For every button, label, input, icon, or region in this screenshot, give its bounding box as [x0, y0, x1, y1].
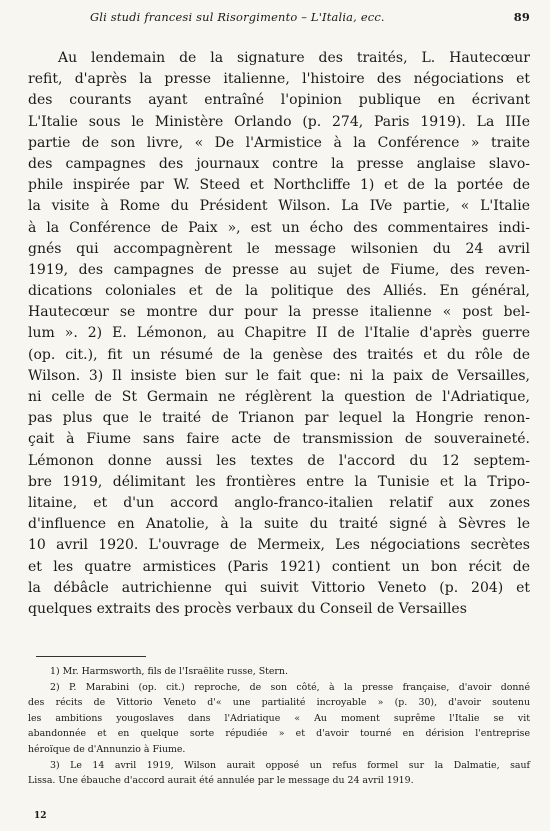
body-line: çait à Fiume sans faire acte de transmission de souveraineté. — [28, 431, 530, 448]
footnote-separator — [36, 656, 146, 657]
body-line: Hautecœur se montre dur pour la presse italienne « post bel- — [28, 304, 530, 321]
footnote-line: des récits de Vittorio Veneto d'« une partialité incroyable » (p. 30), d'avoir soutenu — [28, 697, 530, 709]
body-line: L'Italie sous le Ministère Orlando (p. 274, Paris 1919). La IIIe — [28, 113, 530, 130]
body-line: gnés qui accompagnèrent le message wilsonien du 24 avril — [28, 240, 530, 257]
body-text — [28, 48, 530, 620]
footnote-line: les ambitions yougoslaves dans l'Adriatique « Au moment suprême l'Italie se vit — [28, 712, 530, 724]
body-line: Au lendemain de la signature des traités, L. Hautecœur — [58, 50, 530, 66]
footnotes — [28, 664, 530, 789]
body-line: (op. cit.), fit un résumé de la genèse des traités et du rôle de — [28, 346, 530, 363]
body-line: et les quatre armistices (Paris 1921) contient un bon récit de — [28, 558, 530, 575]
body-line: phile inspirée par W. Steed et Northcliffe 1) et de la portée de — [28, 177, 530, 194]
footnote-1: 1) Mr. Harmsworth, fils de l'Israëlite russe, Stern. — [50, 666, 288, 677]
body-line: la débâcle autrichienne qui suivit Vittorio Veneto (p. 204) et — [28, 579, 530, 596]
body-line: refit, d'après la presse italienne, l'histoire des négociations et — [28, 71, 530, 88]
signature-mark: 12 — [34, 811, 47, 821]
footnote-line: héroïque de d'Annunzio à Fiume. — [28, 743, 186, 755]
body-line: Wilson. 3) Il insiste bien sur le fait que: ni la paix de Versailles, — [28, 367, 530, 384]
body-line: litaine, et d'un accord anglo-franco-italien relatif aux zones — [28, 494, 530, 511]
body-line: bre 1919, délimitant les frontières entre la Tunisie et la Tripo- — [28, 473, 530, 490]
running-header — [28, 10, 534, 28]
body-line: la visite à Rome du Président Wilson. La IVe partie, « L'Italie — [28, 198, 530, 215]
body-line: des campagnes des journaux contre la presse anglaise slavo- — [28, 155, 530, 172]
body-line: Lémonon donne aussi les textes de l'accord du 12 septem- — [28, 452, 530, 469]
footnote-3: 3) Le 14 avril 1919, Wilson aurait opposé un refus formel sur la Dalmatie, sauf — [50, 759, 530, 771]
body-line: 10 avril 1920. L'ouvrage de Mermeix, Les négociations secrètes — [28, 537, 530, 554]
body-line: d'influence en Anatolie, à la suite du traité signé à Sèvres le — [28, 516, 530, 533]
footnote-line: Lissa. Une ébauche d'accord aurait été annulée par le message du 24 avril 1919. — [28, 775, 414, 787]
footnote-line: abandonnée et en quelque sorte répudiée » et d'avoir tourné en dérision l'entreprise — [28, 728, 530, 740]
body-line: partie de son livre, « De l'Armistice à la Conférence » traite — [28, 134, 530, 151]
body-line: dications coloniales et de la politique des Alliés. En général, — [28, 283, 530, 300]
body-line: des courants ayant entraîné l'opinion publique en écrivant — [28, 92, 530, 109]
body-line: 1919, des campagnes de presse au sujet de Fiume, des reven- — [28, 261, 530, 278]
body-line: ni celle de St Germain ne réglèrent la question de l'Adriatique, — [28, 389, 530, 405]
body-line: quelques extraits des procès verbaux du Conseil de Versailles — [28, 600, 467, 617]
running-title: Gli studi francesi sul Risorgimento – L'Italia, ecc. — [90, 10, 385, 24]
footnote-2: 2) P. Marabini (op. cit.) reproche, de son côté, à la presse française, d'avoir donné — [50, 681, 530, 693]
page-number: 89 — [513, 10, 530, 24]
body-line: lum ». 2) E. Lémonon, au Chapitre II de l'Italie d'après guerre — [28, 325, 530, 342]
body-line: pas plus que le traité de Trianon par lequel la Hongrie renon- — [28, 410, 530, 427]
body-line: à la Conférence de Paix », est un écho des commentaires indi- — [28, 219, 530, 236]
